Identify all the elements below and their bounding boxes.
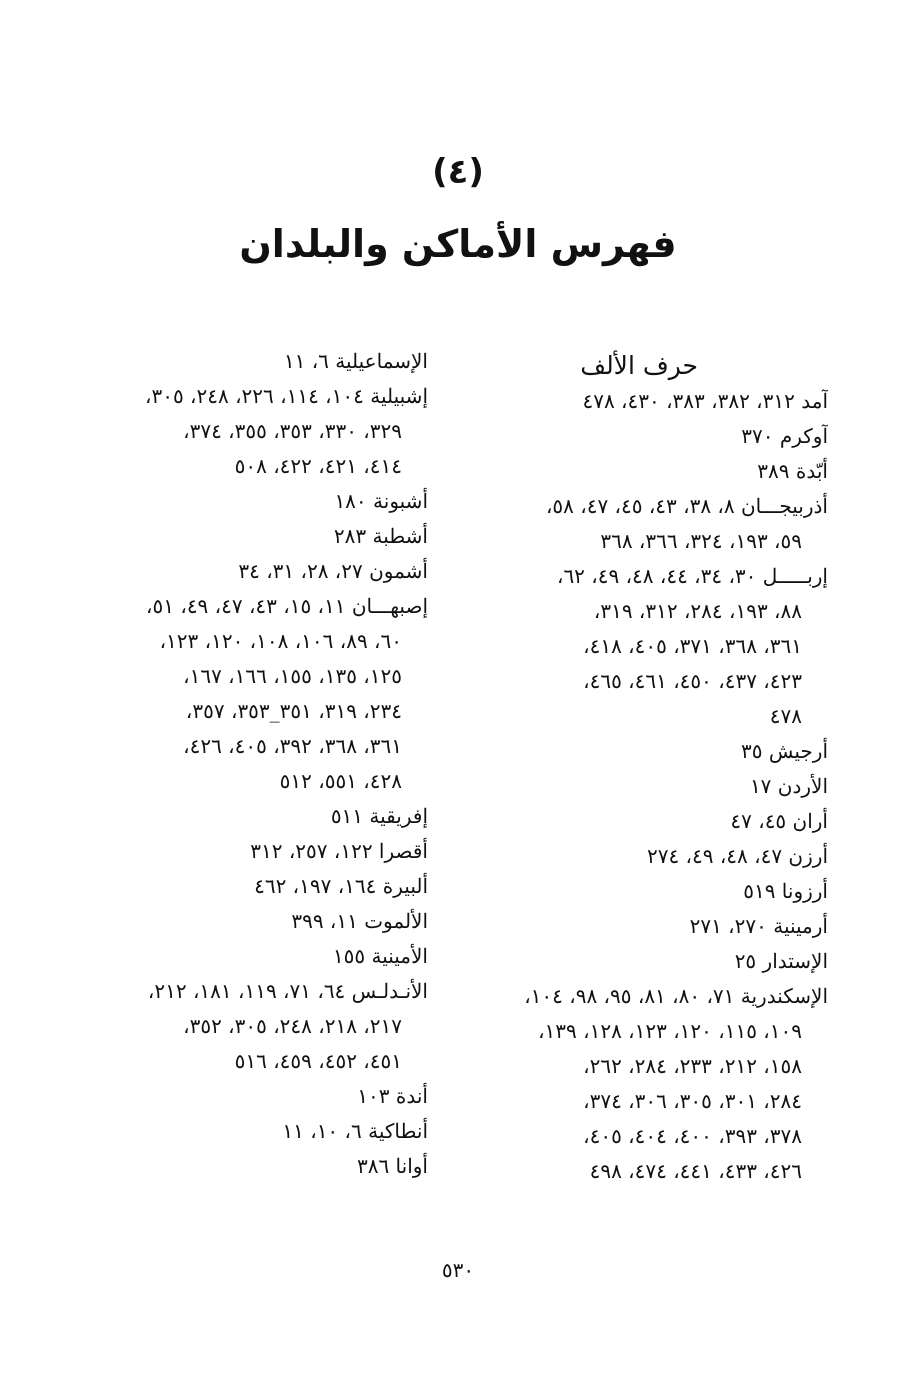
index-entry: أوانا ٣٨٦	[356, 1154, 428, 1178]
page-number: ٥٣٠	[441, 1258, 475, 1282]
index-entry-continuation: ٥٩، ١٩٣، ٣٢٤، ٣٦٦، ٣٦٨	[600, 529, 802, 553]
index-entry: الألموت ١١، ٣٩٩	[291, 909, 428, 933]
index-entry-continuation: ٤١٤، ٤٢١، ٤٢٢، ٥٠٨	[234, 454, 402, 478]
index-entry-continuation: ١٠٩، ١١٥، ١٢٠، ١٢٣، ١٢٨، ١٣٩،	[538, 1019, 802, 1043]
index-entry: أنطاكية ٦، ١٠، ١١	[282, 1119, 428, 1143]
index-entry: آمد ٣١٢، ٣٨٢، ٣٨٣، ٤٣٠، ٤٧٨	[582, 389, 828, 413]
index-entry: إصبهـــان ١١، ١٥، ٤٣، ٤٧، ٤٩، ٥١،	[146, 594, 428, 618]
index-entry: أرجيش ٣٥	[741, 739, 828, 763]
index-entry-continuation: ٤٢٨، ٥٥١، ٥١٢	[279, 769, 402, 793]
index-entry: أشبونة ١٨٠	[334, 489, 428, 513]
index-entry-continuation: ١٥٨، ٢١٢، ٢٣٣، ٢٨٤، ٢٦٢،	[583, 1054, 802, 1078]
index-entry-continuation: ٣٢٩، ٣٣٠، ٣٥٣، ٣٥٥، ٣٧٤،	[183, 419, 402, 443]
index-entry-continuation: ٢٨٤، ٣٠١، ٣٠٥، ٣٠٦، ٣٧٤،	[583, 1089, 802, 1113]
right-column	[468, 344, 828, 1189]
index-entry-continuation: ٨٨، ١٩٣، ٢٨٤، ٣١٢، ٣١٩،	[593, 599, 802, 623]
index-entry: أرزونا ٥١٩	[743, 879, 828, 903]
index-entry: أشمون ٢٧، ٢٨، ٣١، ٣٤	[238, 559, 428, 583]
index-entry: ألبيرة ١٦٤، ١٩٧، ٤٦٢	[254, 874, 428, 898]
index-entry: أقصرا ١٢٢، ٢٥٧، ٣١٢	[250, 839, 428, 863]
index-entry: إفريقية ٥١١	[330, 804, 428, 828]
index-entry: الإسماعيلية ٦، ١١	[283, 349, 428, 373]
index-entry-continuation: ٤٥١، ٤٥٢، ٤٥٩، ٥١٦	[234, 1049, 402, 1073]
index-entry: إشبيلية ١٠٤، ١١٤، ٢٢٦، ٢٤٨، ٣٠٥،	[144, 384, 428, 408]
index-entry: أبّدة ٣٨٩	[757, 459, 828, 483]
index-entry-continuation: ٣٦١، ٣٦٨، ٣٩٢، ٤٠٥، ٤٢٦،	[183, 734, 402, 758]
left-column-entries	[68, 344, 428, 1184]
index-entry: أندة ١٠٣	[357, 1084, 428, 1108]
index-entry: الأنـدلـس ٦٤، ٧١، ١١٩، ١٨١، ٢١٢،	[147, 979, 428, 1003]
index-entry: الإستدار ٢٥	[734, 949, 828, 973]
index-entry: آوكرم ٣٧٠	[741, 424, 828, 448]
right-column-entries	[468, 384, 828, 1189]
index-entry: أران ٤٥، ٤٧	[730, 809, 828, 833]
index-entry: أذربيجـــان ٨، ٣٨، ٤٣، ٤٥، ٤٧، ٥٨،	[545, 494, 828, 518]
index-entry-continuation: ١٢٥، ١٣٥، ١٥٥، ١٦٦، ١٦٧،	[183, 664, 402, 688]
index-entry-continuation: ٤٧٨	[769, 704, 802, 728]
index-entry: الأمينية ١٥٥	[332, 944, 428, 968]
index-entry-continuation: ٤٢٦، ٤٣٣، ٤٤١، ٤٧٤، ٤٩٨	[589, 1159, 802, 1183]
index-entry: أرزن ٤٧، ٤٨، ٤٩، ٢٧٤	[646, 844, 828, 868]
left-column	[68, 344, 428, 1184]
index-entry: أرمينية ٢٧٠، ٢٧١	[689, 914, 828, 938]
index-entry-continuation: ٣٧٨، ٣٩٣، ٤٠٠، ٤٠٤، ٤٠٥،	[583, 1124, 802, 1148]
index-entry-continuation: ٦٠، ٨٩، ١٠٦، ١٠٨، ١٢٠، ١٢٣،	[159, 629, 402, 653]
section-number: (٤)	[432, 152, 484, 192]
letter-heading: حرف الألف	[580, 351, 698, 380]
index-entry: الأردن ١٧	[749, 774, 828, 798]
index-entry: أشطبة ٢٨٣	[333, 524, 428, 548]
index-entry: إربـــــل ٣٠، ٣٤، ٤٤، ٤٨، ٤٩، ٦٢،	[556, 564, 828, 588]
page-title: فهرس الأماكن والبلدان	[239, 222, 677, 266]
index-entry: الإسكندرية ٧١، ٨٠، ٨١، ٩٥، ٩٨، ١٠٤،	[524, 984, 828, 1008]
index-entry-continuation: ٤٢٣، ٤٣٧، ٤٥٠، ٤٦١، ٤٦٥،	[583, 669, 802, 693]
index-entry-continuation: ٣٦١، ٣٦٨، ٣٧١، ٤٠٥، ٤١٨،	[583, 634, 802, 658]
index-entry-continuation: ٢٣٤، ٣١٩، ٣٥١_٣٥٣، ٣٥٧،	[185, 699, 402, 723]
index-entry-continuation: ٢١٧، ٢١٨، ٢٤٨، ٣٠٥، ٣٥٢،	[183, 1014, 402, 1038]
